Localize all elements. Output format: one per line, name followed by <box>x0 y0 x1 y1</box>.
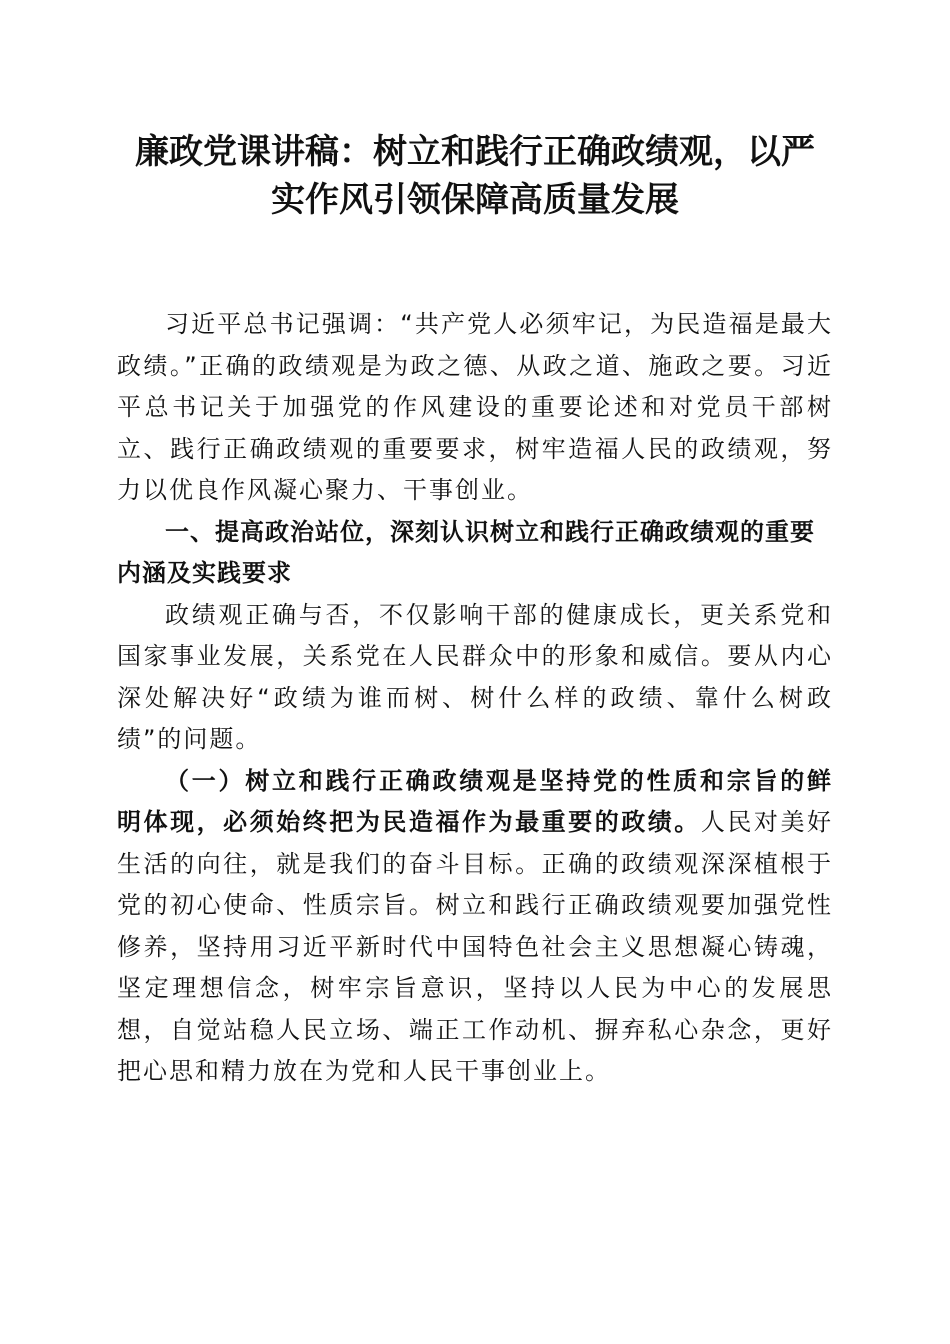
subsection-1-heading: （一）树立和践行正确政绩观是坚持党的性质和宗旨的鲜明体现，必须始终把为民造福作为最重要的政绩。 <box>117 766 833 836</box>
section-1-paragraph: 政绩观正确与否，不仅影响干部的健康成长，更关系党和国家事业发展，关系党在人民群众中的形象和威信。要从内心深处解决好“政绩为谁而树、树什么样的政绩、靠什么树政绩”的问题。 <box>117 600 833 753</box>
document-page <box>117 128 833 1093</box>
subsection-1-body: 人民对美好生活的向往，就是我们的奋斗目标。正确的政绩观深深植根于党的初心使命、性质宗旨。树立和践行正确政绩观要加强党性修养，坚持用习近平新时代中国特色社会主义思想凝心铸魂，坚定理想信念，树牢宗旨意识，坚持以人民为中心的发展思想，自觉站稳人民立场、端正工作动机、摒弃私心杂念，更好把心思和精力放在为党和人民干事创业上。 <box>117 808 834 1085</box>
title-line-2: 实作风引领保障高质量发展 <box>271 180 679 220</box>
intro-paragraph: 习近平总书记强调：“共产党人必须牢记，为民造福是最大政绩。”正确的政绩观是为政之德、从政之道、施政之要。习近平总书记关于加强党的作风建设的重要论述和对党员干部树立、践行正确政绩观的重要要求，树牢造福人民的政绩观，努力以优良作风凝心聚力、干事创业。 <box>117 310 833 504</box>
section-1-heading: 一、提高政治站位，深刻认识树立和践行正确政绩观的重要内涵及实践要求 <box>117 517 815 587</box>
document-title <box>117 128 833 224</box>
subsection-1-paragraph <box>117 761 833 1093</box>
title-line-1: 廉政党课讲稿：树立和践行正确政绩观，以严 <box>135 132 815 172</box>
